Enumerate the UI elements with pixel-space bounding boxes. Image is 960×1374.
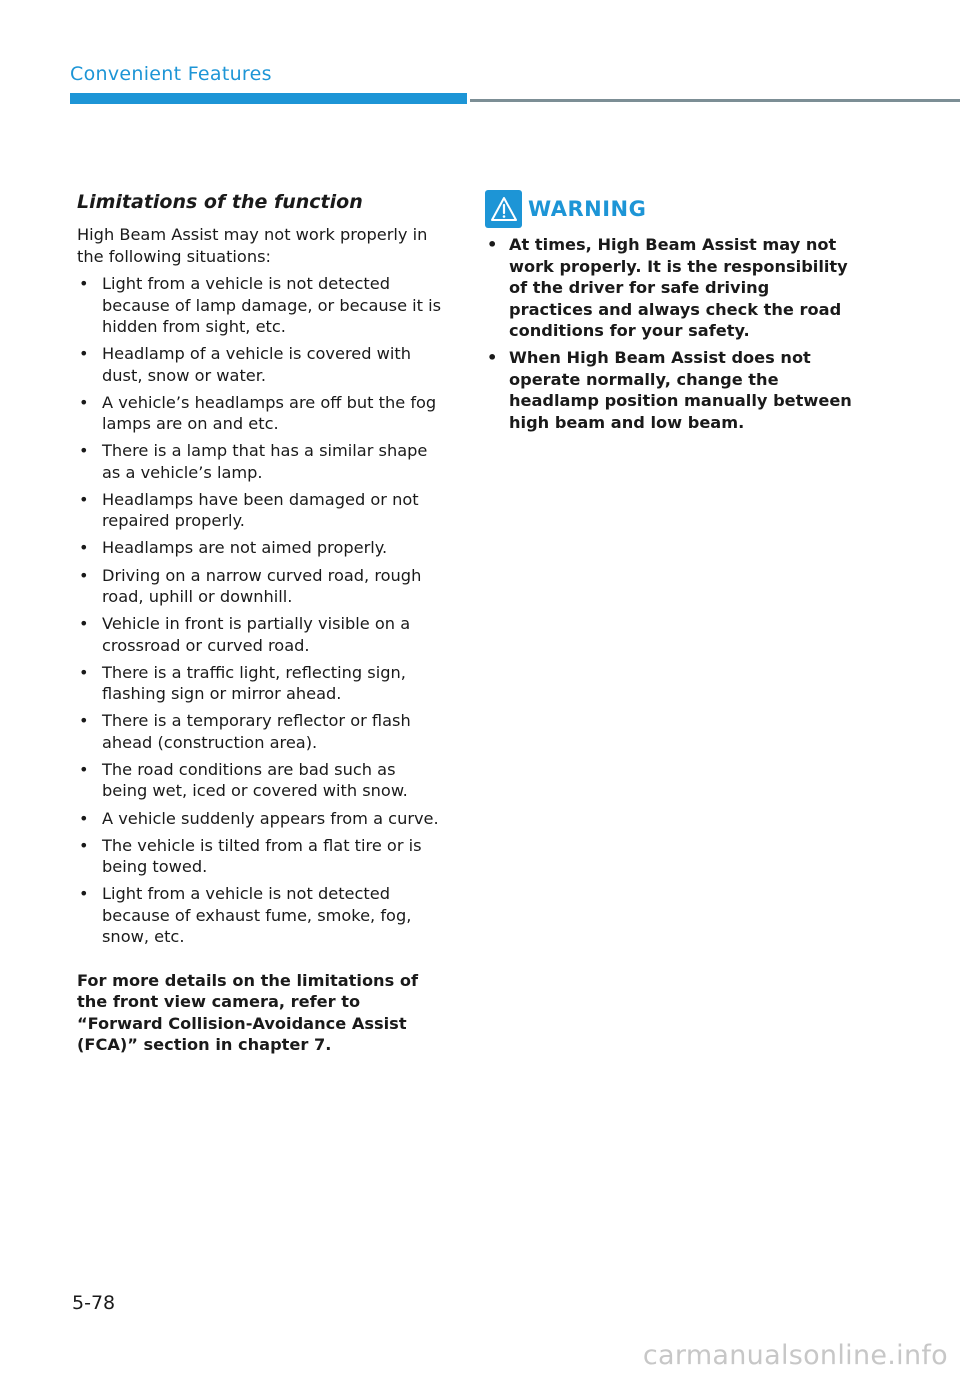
bullet-dot: •: [79, 538, 89, 558]
list-item: [77, 759, 445, 802]
bullet-dot: •: [79, 565, 89, 585]
list-item-text: The road conditions are bad such as being wet, iced or covered with snow.: [102, 759, 408, 801]
limitations-list: [77, 273, 445, 948]
list-item: [77, 440, 445, 483]
list-item-text: Driving on a narrow curved road, rough road, uphill or downhill.: [102, 565, 422, 607]
bullet-dot: •: [79, 808, 89, 828]
list-item-text: Light from a vehicle is not detected because of lamp damage, or because it is hidden from sight, etc.: [102, 274, 442, 336]
limitations-intro: High Beam Assist may not work properly in the following situations:: [77, 225, 428, 266]
list-item-text: Headlamps have been damaged or not repaired properly.: [102, 489, 419, 531]
list-item: [77, 613, 445, 656]
warning-section: [485, 190, 855, 439]
list-item-text: When High Beam Assist does not operate normally, change the headlamp position manually between high beam and low beam.: [509, 348, 852, 432]
limitations-heading: Limitations of the function: [77, 191, 363, 213]
list-item-text: A vehicle suddenly appears from a curve.: [102, 808, 439, 828]
bullet-dot: •: [487, 235, 498, 254]
header-rule-accent: [70, 93, 467, 104]
limitations-section: [77, 190, 445, 1072]
bullet-dot: •: [79, 344, 89, 364]
list-item: [77, 537, 445, 559]
list-item-text: There is a temporary reflector or flash ahead (construction area).: [102, 711, 411, 752]
list-item: [77, 835, 445, 878]
warning-label: WARNING: [528, 197, 647, 221]
list-item-text: A vehicle’s headlamps are off but the fog lamps are on and etc.: [102, 392, 437, 434]
bullet-dot: •: [79, 662, 89, 682]
bullet-dot: •: [79, 274, 89, 293]
list-item: [77, 343, 445, 386]
bullet-dot: •: [487, 348, 498, 368]
bullet-dot: •: [79, 759, 89, 779]
section-title: Convenient Features: [70, 63, 272, 85]
bullet-dot: •: [79, 835, 89, 855]
bullet-dot: •: [79, 392, 89, 412]
limitations-note: For more details on the limitations of the front view camera, refer to “Forward Collision-Avoidance Assist (FCA)” section in chapter 7.: [77, 970, 419, 1055]
list-item-text: Headlamps are not aimed properly.: [102, 538, 388, 558]
bullet-dot: •: [79, 884, 89, 904]
warning-header: [485, 190, 855, 228]
list-item: [77, 489, 445, 532]
list-item: [77, 392, 445, 435]
list-item: [77, 710, 445, 753]
warning-triangle-icon: [485, 190, 522, 228]
watermark: carmanualsonline.info: [642, 1340, 948, 1371]
page-number: 5-78: [72, 1292, 116, 1314]
list-item-text: The vehicle is tilted from a flat tire or is being towed.: [102, 835, 422, 877]
list-item: [77, 565, 445, 608]
bullet-dot: •: [79, 489, 89, 509]
list-item: [77, 662, 445, 705]
warning-list: [485, 234, 855, 433]
list-item-text: There is a traffic light, reflecting sign, flashing sign or mirror ahead.: [102, 662, 406, 704]
list-item: [77, 883, 445, 948]
bullet-dot: •: [79, 711, 89, 731]
list-item-text: There is a lamp that has a similar shape as a vehicle’s lamp.: [102, 441, 428, 482]
list-item-text: At times, High Beam Assist may not work properly. It is the responsibility of the driver for safe driving practices and always check the road conditions for your safety.: [509, 235, 848, 340]
list-item: [77, 808, 445, 830]
list-item: [485, 347, 855, 433]
bullet-dot: •: [79, 441, 89, 461]
list-item-text: Headlamp of a vehicle is covered with dust, snow or water.: [102, 344, 411, 385]
list-item-text: Light from a vehicle is not detected because of exhaust fume, smoke, fog, snow, etc.: [102, 884, 412, 947]
bullet-dot: •: [79, 614, 89, 634]
list-item-text: Vehicle in front is partially visible on a crossroad or curved road.: [102, 614, 411, 655]
list-item: [485, 234, 855, 342]
header-rule: [470, 99, 960, 102]
list-item: [77, 273, 445, 338]
